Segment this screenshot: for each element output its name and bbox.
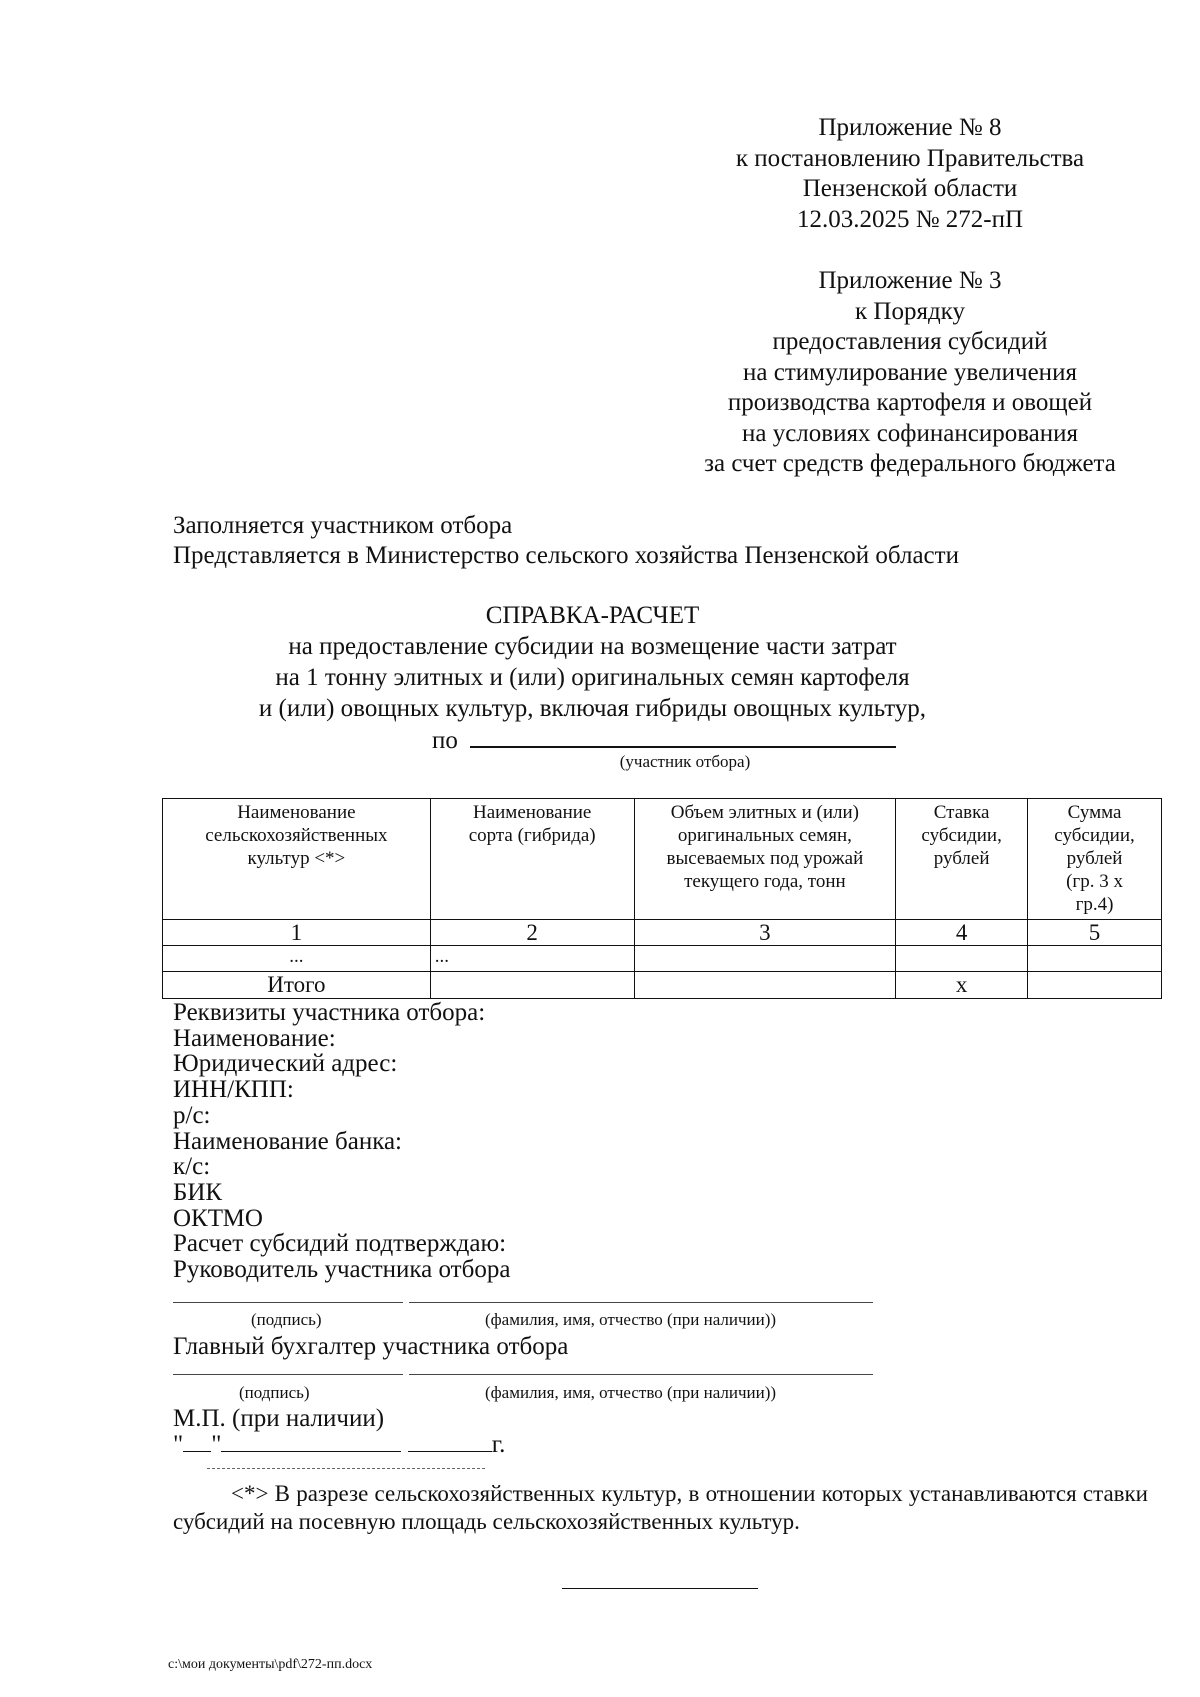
column-number: 2 — [430, 920, 634, 946]
table-cell[interactable] — [1028, 946, 1162, 972]
appendix-line: Приложение № 8 — [818, 114, 1002, 141]
table-header-row — [163, 799, 1162, 920]
requisite-line: Наименование банка: — [173, 1127, 403, 1155]
participant-requisites — [173, 1000, 510, 1283]
po-label: по — [432, 727, 458, 754]
column-number: 1 — [163, 920, 431, 946]
director-fio-field[interactable] — [409, 1302, 873, 1303]
form-subtitle-line: на 1 тонну элитных и (или) оригинальных семян картофеля — [275, 664, 910, 691]
table-row — [163, 946, 1162, 972]
submission-notes — [173, 511, 959, 571]
accountant-signature-field[interactable] — [173, 1374, 403, 1375]
requisite-line: ОКТМО — [173, 1204, 263, 1232]
table-cell[interactable] — [1028, 972, 1162, 999]
requisite-line: Реквизиты участника отбора: — [173, 999, 486, 1026]
form-title: СПРАВКА-РАСЧЕТ — [485, 602, 700, 629]
signature-caption: (подпись) — [239, 1383, 310, 1402]
date-line — [173, 1430, 505, 1460]
form-subtitle-line: на предоставление субсидии на возмещение части затрат — [288, 633, 897, 660]
table-cell[interactable]: ... — [430, 946, 634, 972]
footnote-separator — [207, 1468, 485, 1469]
form-title-block — [200, 600, 985, 724]
requisite-line: р/с: — [173, 1101, 211, 1129]
column-number: 3 — [634, 920, 896, 946]
header-subsidy-sum: Сумма субсидии, рублей (гр. 3 x гр.4) — [1028, 799, 1162, 920]
requisite-line: ИНН/КПП: — [173, 1076, 294, 1104]
appendix-line: производства картофеля и овощей — [727, 389, 1093, 416]
header-subsidy-rate: Ставка субсидии, рублей — [896, 799, 1028, 920]
table-cell[interactable] — [634, 946, 896, 972]
calculation-table — [162, 798, 1162, 999]
requisite-line: Наименование: — [173, 1024, 336, 1052]
appendix-line: предоставления субсидий — [772, 328, 1048, 355]
fio-caption: (фамилия, имя, отчество (при наличии)) — [485, 1383, 777, 1402]
form-subtitle-line: и (или) овощных культур, включая гибриды овощных культур, — [258, 695, 927, 722]
total-label: Итого — [163, 972, 431, 999]
participant-caption: (участник отбора) — [619, 752, 751, 771]
signature-caption: (подпись) — [251, 1310, 322, 1329]
appendix-line: 12.03.2025 № 272-пП — [796, 205, 1024, 233]
header-crop-name: Наименование сельскохозяйственных культур <*> — [163, 799, 431, 920]
requisite-line: к/с: — [173, 1153, 211, 1181]
table-cell[interactable] — [634, 972, 896, 999]
table-cell[interactable] — [896, 946, 1028, 972]
appendix-line: за счет средств федерального бюджета — [704, 450, 1116, 477]
date-year-field[interactable] — [408, 1431, 492, 1452]
end-line — [562, 1588, 758, 1589]
accountant-fio-field[interactable] — [409, 1374, 873, 1375]
appendix-8-header — [640, 113, 1180, 235]
chief-accountant-label: Главный бухгалтер участника отбора — [173, 1333, 569, 1360]
table-cell[interactable]: ... — [163, 946, 431, 972]
appendix-line: на условиях софинансирования — [741, 419, 1079, 447]
column-number: 5 — [1028, 920, 1162, 946]
appendix-line: на стимулирование увеличения — [743, 358, 1077, 386]
appendix-line: Приложение № 3 — [818, 267, 1002, 294]
date-open-quote: " — [173, 1431, 184, 1458]
seal-label: М.П. (при наличии) — [173, 1405, 385, 1432]
date-close-quote: " — [211, 1431, 222, 1458]
appendix-3-header — [640, 266, 1180, 480]
header-variety-name: Наименование сорта (гибрида) — [430, 799, 634, 920]
header-seed-volume: Объем элитных и (или) оригинальных семян, высеваемых под урожай текущего года, тонн — [634, 799, 896, 920]
table-cell[interactable] — [430, 972, 634, 999]
fio-caption: (фамилия, имя, отчество (при наличии)) — [485, 1310, 777, 1329]
footnote: <*> В разрезе сельскохозяйственных культур, в отношении которых устанавливаются ставки субсидий на посевную площадь сельскохозяйственных культур. — [173, 1481, 1148, 1534]
note-line: Заполняется участником отбора — [173, 512, 513, 539]
table-cell: x — [896, 972, 1028, 999]
requisite-line: Руководитель участника отбора — [173, 1256, 511, 1284]
director-signature-field[interactable] — [173, 1302, 403, 1303]
participant-name-field[interactable] — [470, 724, 896, 748]
appendix-line: к Порядку — [855, 297, 965, 325]
date-month-field[interactable] — [221, 1431, 401, 1452]
appendix-line: к постановлению Правительства — [735, 144, 1085, 172]
note-line: Представляется в Министерство сельского хозяйства Пензенской области — [173, 542, 959, 569]
file-path: c:\мои документы\pdf\272-пп.docx — [168, 1657, 373, 1672]
total-row — [163, 972, 1162, 999]
requisite-line: Расчет субсидий подтверждаю: — [173, 1230, 507, 1258]
date-year-suffix: г. — [491, 1431, 506, 1458]
table-row — [163, 920, 1162, 946]
date-day-field[interactable] — [183, 1431, 211, 1452]
appendix-line: Пензенской области — [802, 175, 1018, 202]
requisite-line: Юридический адрес: — [173, 1050, 398, 1078]
column-number: 4 — [896, 920, 1028, 946]
requisite-line: БИК — [173, 1178, 223, 1206]
